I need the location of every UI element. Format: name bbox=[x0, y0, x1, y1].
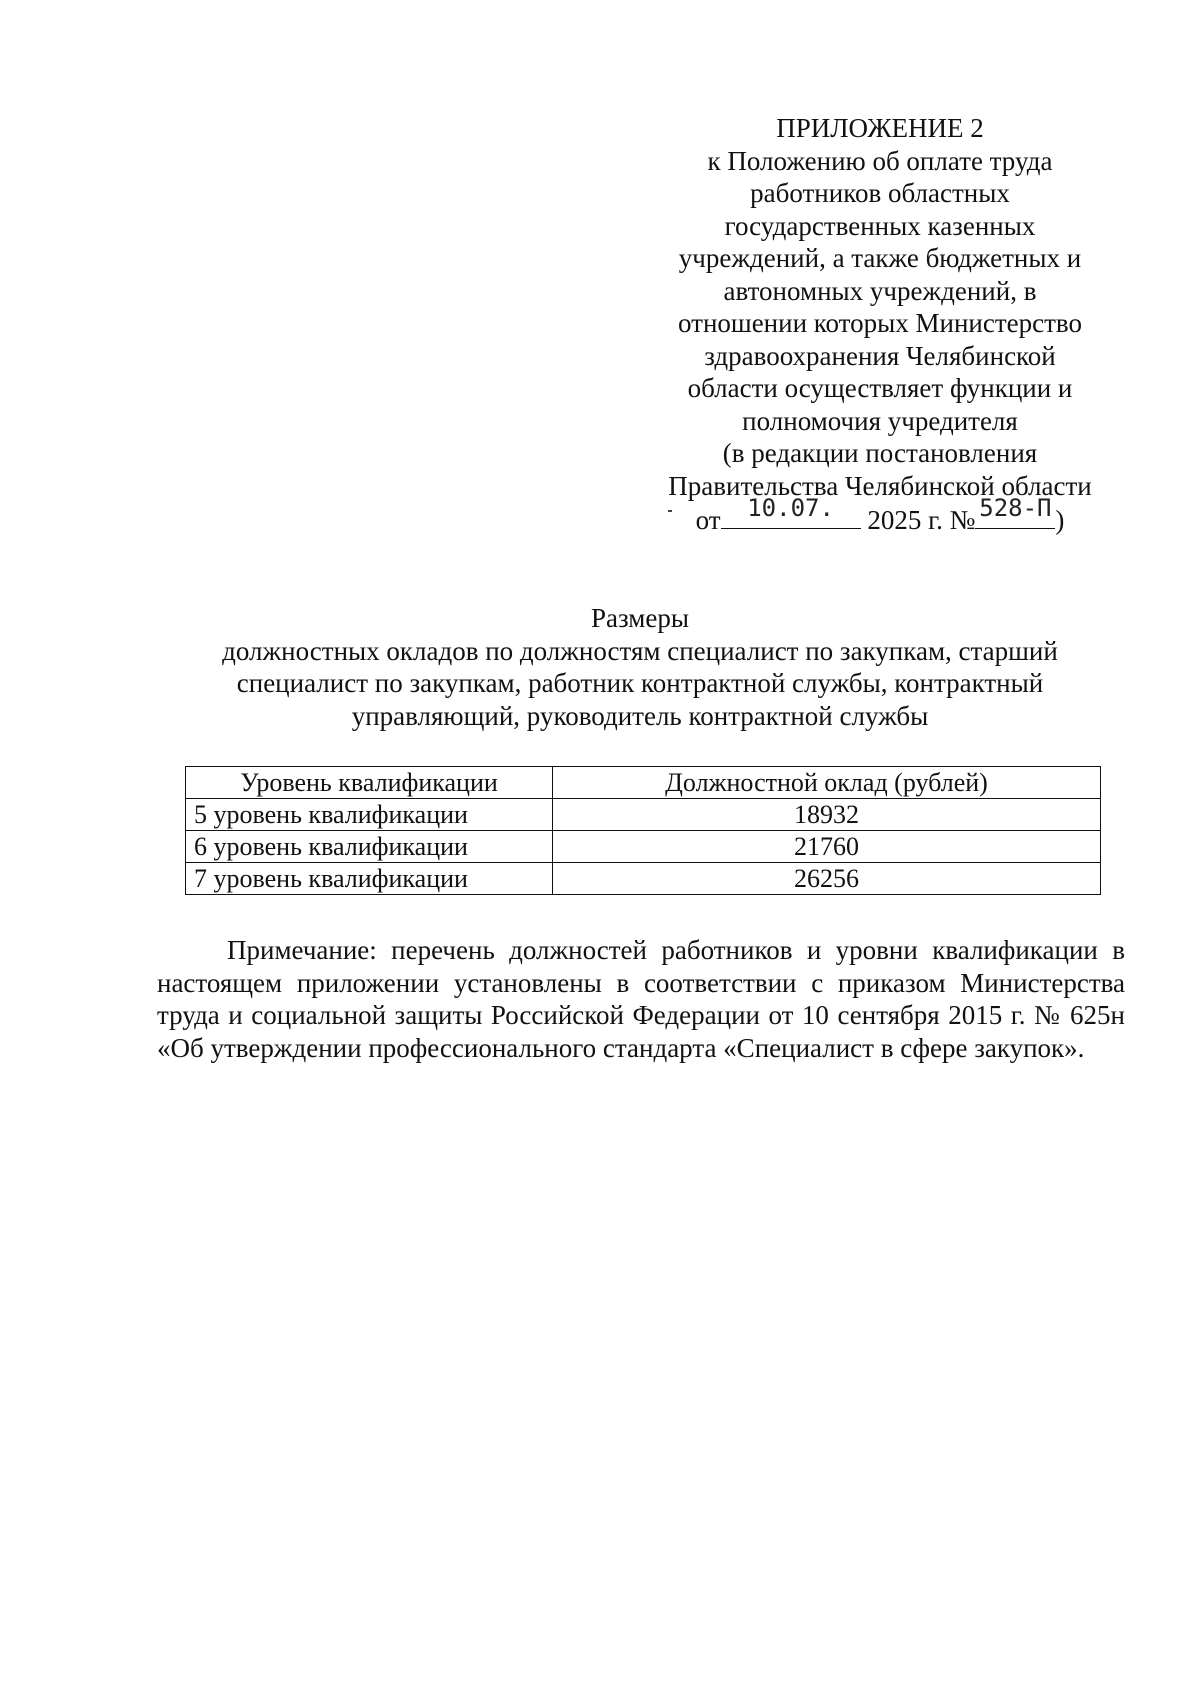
title-line: специалист по закупкам, работник контрактной службы, контрактный bbox=[236, 668, 1044, 698]
salary-table bbox=[185, 766, 1101, 895]
table-cell: 21760 bbox=[553, 831, 1101, 863]
date-number-line bbox=[640, 493, 1120, 537]
date-value: 10.07. bbox=[747, 493, 834, 522]
document-title bbox=[160, 602, 1120, 732]
note-section bbox=[157, 934, 1125, 1064]
appendix-title: ПРИЛОЖЕНИЕ 2 bbox=[776, 113, 984, 143]
table-row bbox=[186, 863, 1101, 895]
date-field bbox=[721, 493, 861, 529]
number-field bbox=[975, 493, 1055, 529]
header-line: отношении которых Министерство bbox=[678, 308, 1082, 338]
header-line: государственных казенных bbox=[724, 210, 1036, 241]
header-line: автономных учреждений, в bbox=[723, 275, 1037, 306]
title-line: Размеры bbox=[591, 603, 689, 633]
header-line: (в редакции постановления bbox=[722, 438, 1038, 468]
appendix-header bbox=[640, 112, 1120, 537]
header-line: к Положению об оплате труда bbox=[707, 145, 1053, 176]
table-row bbox=[186, 799, 1101, 831]
table-cell: 18932 bbox=[553, 799, 1101, 831]
header-line: полномочия учредителя bbox=[742, 405, 1018, 436]
header-line: здравоохранения Челябинской bbox=[704, 340, 1056, 371]
table-cell: 26256 bbox=[553, 863, 1101, 895]
header-line: Правительства Челябинской области bbox=[668, 470, 1092, 501]
table-row bbox=[186, 831, 1101, 863]
scan-mark bbox=[668, 510, 672, 512]
number-value: 528-П bbox=[979, 493, 1052, 522]
column-header: Должностной оклад (рублей) bbox=[553, 767, 1101, 799]
title-line: управляющий, руководитель контрактной службы bbox=[351, 700, 929, 731]
header-line: области осуществляет функции и bbox=[687, 373, 1073, 403]
note-paragraph: Примечание: перечень должностей работников и уровни квалификации в настоящем приложении установлены в соответствии с приказом Министерства труда и социальной защиты Российской Федерации от 10 сентября 2015 г. № 625н «Об утверждении профессионального стандарта «Специалист в сфере закупок». bbox=[157, 935, 1125, 1063]
title-line: должностных окладов по должностям специалист по закупкам, старший bbox=[222, 635, 1058, 666]
header-line: работников областных bbox=[750, 178, 1010, 208]
header-line: учреждений, а также бюджетных и bbox=[678, 243, 1082, 273]
table-cell: 7 уровень квалификации bbox=[186, 863, 553, 895]
column-header: Уровень квалификации bbox=[186, 767, 553, 799]
closing-paren: ) bbox=[1055, 505, 1065, 535]
year-text: 2025 г. № bbox=[867, 505, 976, 535]
table-header-row bbox=[186, 767, 1101, 799]
table-cell: 6 уровень квалификации bbox=[186, 831, 553, 863]
table-cell: 5 уровень квалификации bbox=[186, 799, 553, 831]
date-prefix: от bbox=[695, 505, 721, 535]
